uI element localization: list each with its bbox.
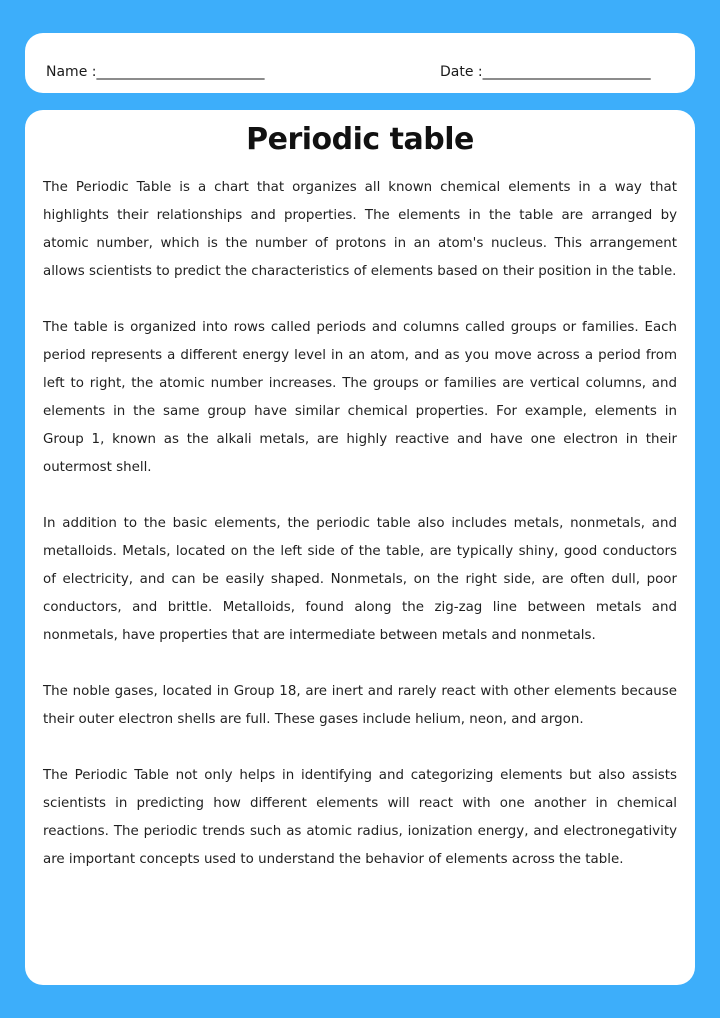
- paragraph-2: The table is organized into rows called periods and columns called groups or families. Each period represents a different energy level in an atom, and as you move across a period from left to right, the atomic number increases. The groups or families are vertical columns, and elements in the same group have similar chemical properties. For example, elements in Group 1, known as the alkali metals, are highly reactive and have one electron in their outermost shell.: [43, 320, 677, 475]
- header-card: [25, 33, 695, 93]
- page-title: Periodic table: [246, 122, 474, 157]
- body-text: [43, 174, 677, 874]
- name-field[interactable]: Name :________________________: [46, 64, 265, 80]
- paragraph-3: In addition to the basic elements, the periodic table also includes metals, nonmetals, and metalloids. Metals, located on the left side of the table, are typically shiny, good conductors of electricity, and can be easily shaped. Nonmetals, on the right side, are often dull, poor conductors, and brittle. Metalloids, found along the zig-zag line between metals and nonmetals, have properties that are intermediate between metals and nonmetals.: [43, 516, 677, 643]
- date-field[interactable]: Date :________________________: [440, 64, 651, 80]
- paragraph-1: The Periodic Table is a chart that organizes all known chemical elements in a way that highlights their relationships and properties. The elements in the table are arranged by atomic number, which is the number of protons in an atom's nucleus. This arrangement allows scientists to predict the characteristics of elements based on their position in the table.: [43, 180, 677, 279]
- paragraph-5: The Periodic Table not only helps in identifying and categorizing elements but also assists scientists in predicting how different elements will react with one another in chemical reactions. The periodic trends such as atomic radius, ionization energy, and electronegativity are important concepts used to understand the behavior of elements across the table.: [43, 768, 677, 867]
- paragraph-4: The noble gases, located in Group 18, are inert and rarely react with other elements because their outer electron shells are full. These gases include helium, neon, and argon.: [43, 684, 677, 727]
- worksheet-card: [25, 110, 695, 985]
